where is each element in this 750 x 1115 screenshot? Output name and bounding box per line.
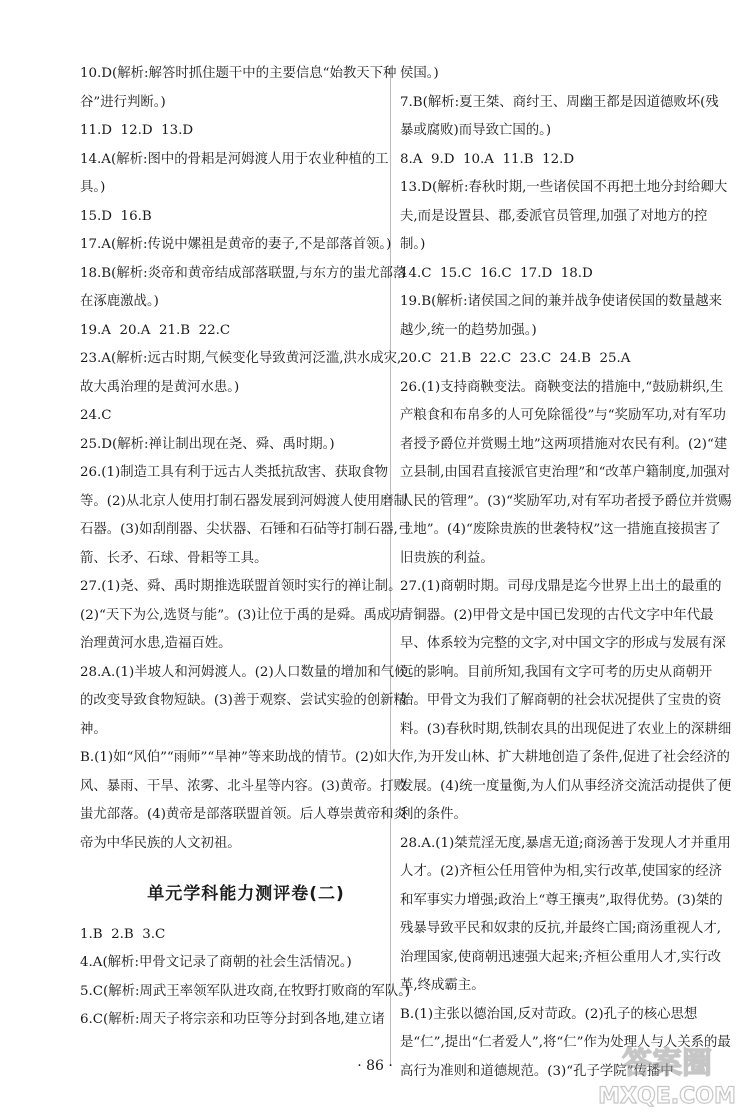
answer-item: 14.A(解析:图中的骨耜是河姆渡人用于农业种植的工具。) — [80, 151, 389, 195]
left-answer-list — [80, 60, 412, 858]
answer-item: 23.A(解析:远古时期,气候变化导致黄河泛滥,洪水成灾,故大禹治理的是黄河水患。) — [80, 351, 402, 395]
answer-item: 26.(1)制造工具有利于远古人类抵抗敌害、获取食物等。(2)从北京人使用打制石器发展到河姆渡人使用磨制石器。(3)如刮削器、尖状器、石锤和石砧等打制石器,弓箭、长矛、石球、骨耜等工具。 — [80, 465, 412, 566]
watermark-logo — [592, 1039, 742, 1109]
answer-item: 25.D(解析:禅让制出现在尧、舜、禹时期。) — [80, 436, 335, 452]
left-answer-list-2 — [80, 921, 412, 1035]
answer-item: 15.D 16.B — [80, 208, 152, 224]
answer-item: 28.A.(1)半坡人和河姆渡人。(2)人口数量的增加和气候的改变导致食物短缺。(3)善于观察、尝试实验的创新精神。 — [80, 664, 408, 737]
page-number: · 86 · — [357, 1058, 393, 1074]
section-title: 单元学科能力测评卷(二) — [147, 884, 345, 904]
answer-item: 10.D(解析:解答时抓住题干中的主要信息“始教天下种谷”进行判断。) — [80, 66, 397, 110]
answer-item: B.(1)主张以德治国,反对苛政。(2)孔子的核心思想是“仁”,提出“仁者爱人”,将“仁”作为处理人与人关系的最高行为准则和道德规范。(3)“孔子学院”传播中 — [400, 1006, 731, 1079]
right-column — [400, 60, 732, 1086]
answer-item: 14.C 15.C 16.C 17.D 18.D — [400, 265, 593, 281]
watermark-top-text: 答案圈 — [622, 1046, 712, 1081]
answer-item: 5.C(解析:周武王率领军队进攻商,在牧野打败商的军队。) — [80, 983, 411, 999]
answer-item: 20.C 21.B 22.C 23.C 24.B 25.A — [400, 351, 631, 366]
answer-item: 13.D(解析:春秋时期,一些诸侯国不再把土地分封给卿大夫,而是设置县、郡,委派官员管理,加强了对地方的控制。) — [400, 180, 728, 252]
answer-item: 4.A(解析:甲骨文记录了商朝的社会生活情况。) — [80, 955, 352, 970]
right-answer-list — [400, 60, 732, 1086]
answer-item: 6.C(解析:周天子将宗亲和功臣等分封到各地,建立诸 — [80, 1012, 385, 1027]
answer-item: 19.A 20.A 21.B 22.C — [80, 322, 231, 338]
answer-item: 7.B(解析:夏王桀、商纣王、周幽王都是因道德败坏(残暴或腐败)而导致亡国的。) — [400, 94, 719, 138]
answer-item: 27.(1)商朝时期。司母戊鼎是迄今世界上出土的最重的青铜器。(2)甲骨文是中国已发现的古代文字中年代最早、体系较为完整的文字,对中国文字的形成与发展有深远的影响。目前所知,我国有文字可考的历史从商朝开始。甲骨文为我们了解商朝的社会状况提供了宝贵的资料。(3)春秋时期,铁制农具的出现促进了农业上的深耕细作,为开发山林、扩大耕地创造了条件,促进了社会经济的发展。(4)统一度量衡,为人们从事经济交流活动提供了便利的条件。 — [400, 579, 732, 822]
left-column — [80, 60, 412, 1035]
answer-item: 28.A.(1)桀荒淫无度,暴虐无道;商汤善于发现人才并重用人才。(2)齐桓公任用管仲为相,实行改革,使国家的经济和军事实力增强;政治上“尊王攘夷”,取得优势。(3)桀的残暴导致平民和奴隶的反抗,并最终亡国;商汤重视人才,治理国家,使商朝迅速强大起来;齐桓公重用人才,实行改革,终成霸主。 — [400, 835, 731, 993]
answer-item: 18.B(解析:炎帝和黄帝结成部落联盟,与东方的蚩尤部落在涿鹿激战。) — [80, 265, 407, 309]
answer-item: 侯国。) — [400, 66, 439, 81]
answer-item: 1.B 2.B 3.C — [80, 926, 166, 942]
answer-item: B.(1)如“风伯”“雨师”“旱神”等来助战的情节。(2)如大风、暴雨、干旱、浓雾、北斗星等内容。(3)黄帝。打败蚩尤部落。(4)黄帝是部落联盟首领。后人尊崇黄帝和炎帝为中华民族的人文初祖。 — [80, 750, 407, 851]
answer-item: 11.D 12.D 13.D — [80, 123, 194, 138]
answer-item: 24.C — [80, 408, 112, 423]
answer-item: 27.(1)尧、舜、禹时期推选联盟首领时实行的禅让制。(2)“天下为公,选贤与能”。(3)让位于禹的是舜。禹成功治理黄河水患,造福百姓。 — [80, 579, 404, 651]
watermark-bottom-text: MXQE.COM — [598, 1084, 736, 1109]
answer-item: 8.A 9.D 10.A 11.B 12.D — [400, 151, 575, 167]
answer-item: 19.B(解析:诸侯国之间的兼并战争使诸侯国的数量越来越少,统一的趋势加强。) — [400, 294, 723, 338]
answer-item: 26.(1)支持商鞅变法。商鞅变法的措施中,“鼓励耕织,生产粮食和布帛多的人可免除徭役”与“奖励军功,对有军功者授予爵位并赏赐土地”这两项措施对农民有利。(2)“建立县制,由国君直接派官吏治理”和“改革户籍制度,加强对人民的管理”。(3)“奖励军功,对有军功者授予爵位并赏赐土地”。(4)“废除贵族的世袭特权”这一措施直接损害了旧贵族的利益。 — [400, 379, 732, 566]
answer-item: 17.A(解析:传说中嫘祖是黄帝的妻子,不是部落首领。) — [80, 237, 392, 252]
